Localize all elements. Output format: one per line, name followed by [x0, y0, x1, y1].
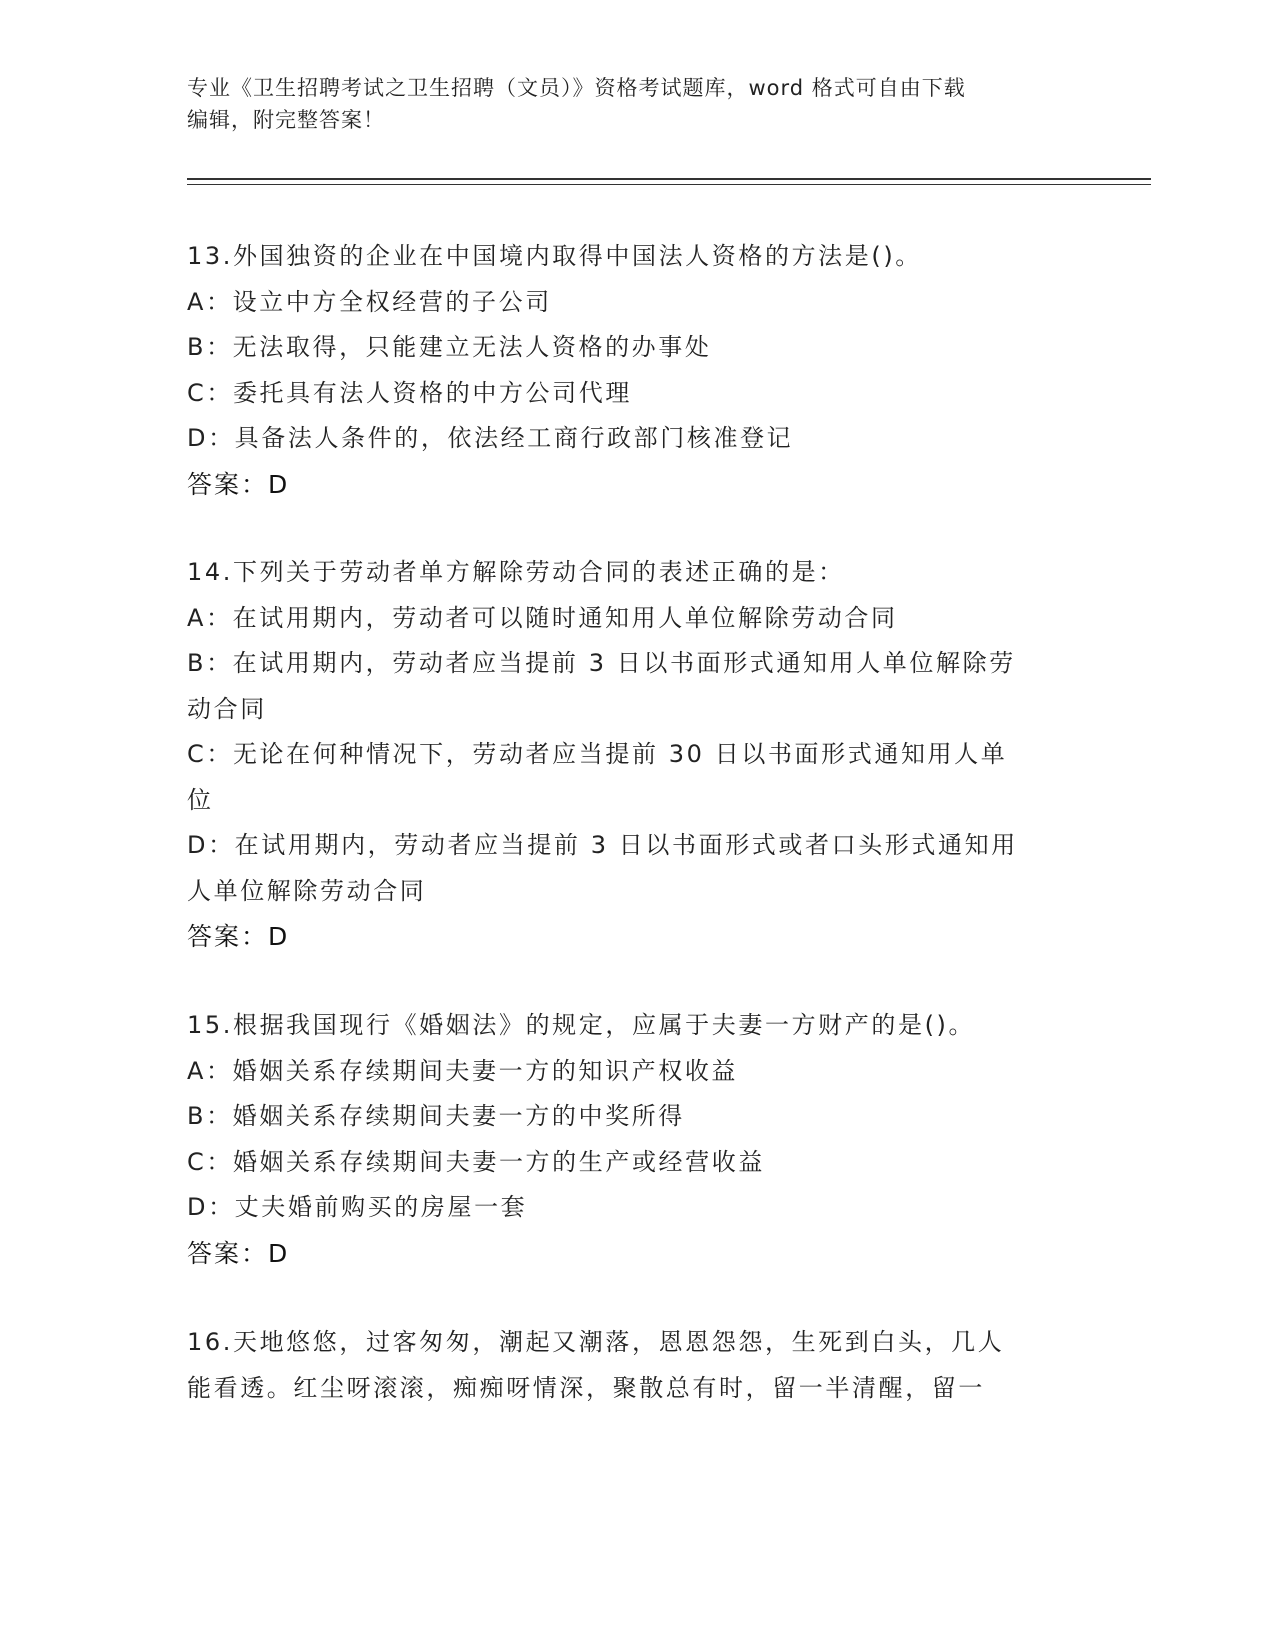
option-b: B：婚姻关系存续期间夫妻一方的中奖所得 [187, 1102, 685, 1130]
question-stem: 16.天地悠悠，过客匆匆，潮起又潮落，恩恩怨怨，生死到白头，几人 [187, 1328, 1005, 1356]
question-15 [187, 1003, 1067, 1276]
question-stem-continued: 能看透。红尘呀滚滚，痴痴呀情深，聚散总有时，留一半清醒，留一 [187, 1373, 985, 1402]
option-b: B：在试用期内，劳动者应当提前 3 日以书面形式通知用人单位解除劳 [187, 649, 1016, 677]
answer-line: 答案：D [187, 469, 290, 499]
option-b-continued: 动合同 [187, 694, 267, 723]
option-d-continued: 人单位解除劳动合同 [187, 876, 427, 905]
question-stem: 14.下列关于劳动者单方解除劳动合同的表述正确的是： [187, 558, 845, 586]
option-a: A：在试用期内，劳动者可以随时通知用人单位解除劳动合同 [187, 603, 898, 632]
header-line-2: 编辑，附完整答案！ [187, 108, 385, 132]
question-13 [187, 234, 1067, 507]
question-14 [187, 550, 1067, 960]
option-b: B：无法取得，只能建立无法人资格的办事处 [187, 333, 712, 361]
option-c: C：无论在何种情况下，劳动者应当提前 30 日以书面形式通知用人单 [187, 740, 1008, 768]
question-16 [187, 1320, 1067, 1411]
header-divider-thick [187, 178, 1151, 180]
question-stem: 13.外国独资的企业在中国境内取得中国法人资格的方法是()。 [187, 242, 922, 270]
answer-line: 答案：D [187, 1238, 290, 1268]
option-d: D：在试用期内，劳动者应当提前 3 日以书面形式或者口头形式通知用 [187, 831, 1018, 859]
option-a: A：婚姻关系存续期间夫妻一方的知识产权收益 [187, 1056, 739, 1085]
header-divider-thin [187, 184, 1151, 185]
option-d: D：具备法人条件的，依法经工商行政部门核准登记 [187, 424, 794, 452]
option-c: C：委托具有法人资格的中方公司代理 [187, 378, 632, 407]
document-header [187, 72, 1067, 136]
header-line-1: 专业《卫生招聘考试之卫生招聘（文员）》资格考试题库，word 格式可自由下载 [187, 76, 966, 100]
question-stem: 15.根据我国现行《婚姻法》的规定，应属于夫妻一方财产的是()。 [187, 1011, 976, 1039]
option-a: A：设立中方全权经营的子公司 [187, 287, 552, 316]
answer-line: 答案：D [187, 922, 290, 951]
option-c: C：婚姻关系存续期间夫妻一方的生产或经营收益 [187, 1147, 765, 1176]
option-c-continued: 位 [187, 785, 214, 814]
option-d: D：丈夫婚前购买的房屋一套 [187, 1193, 528, 1221]
